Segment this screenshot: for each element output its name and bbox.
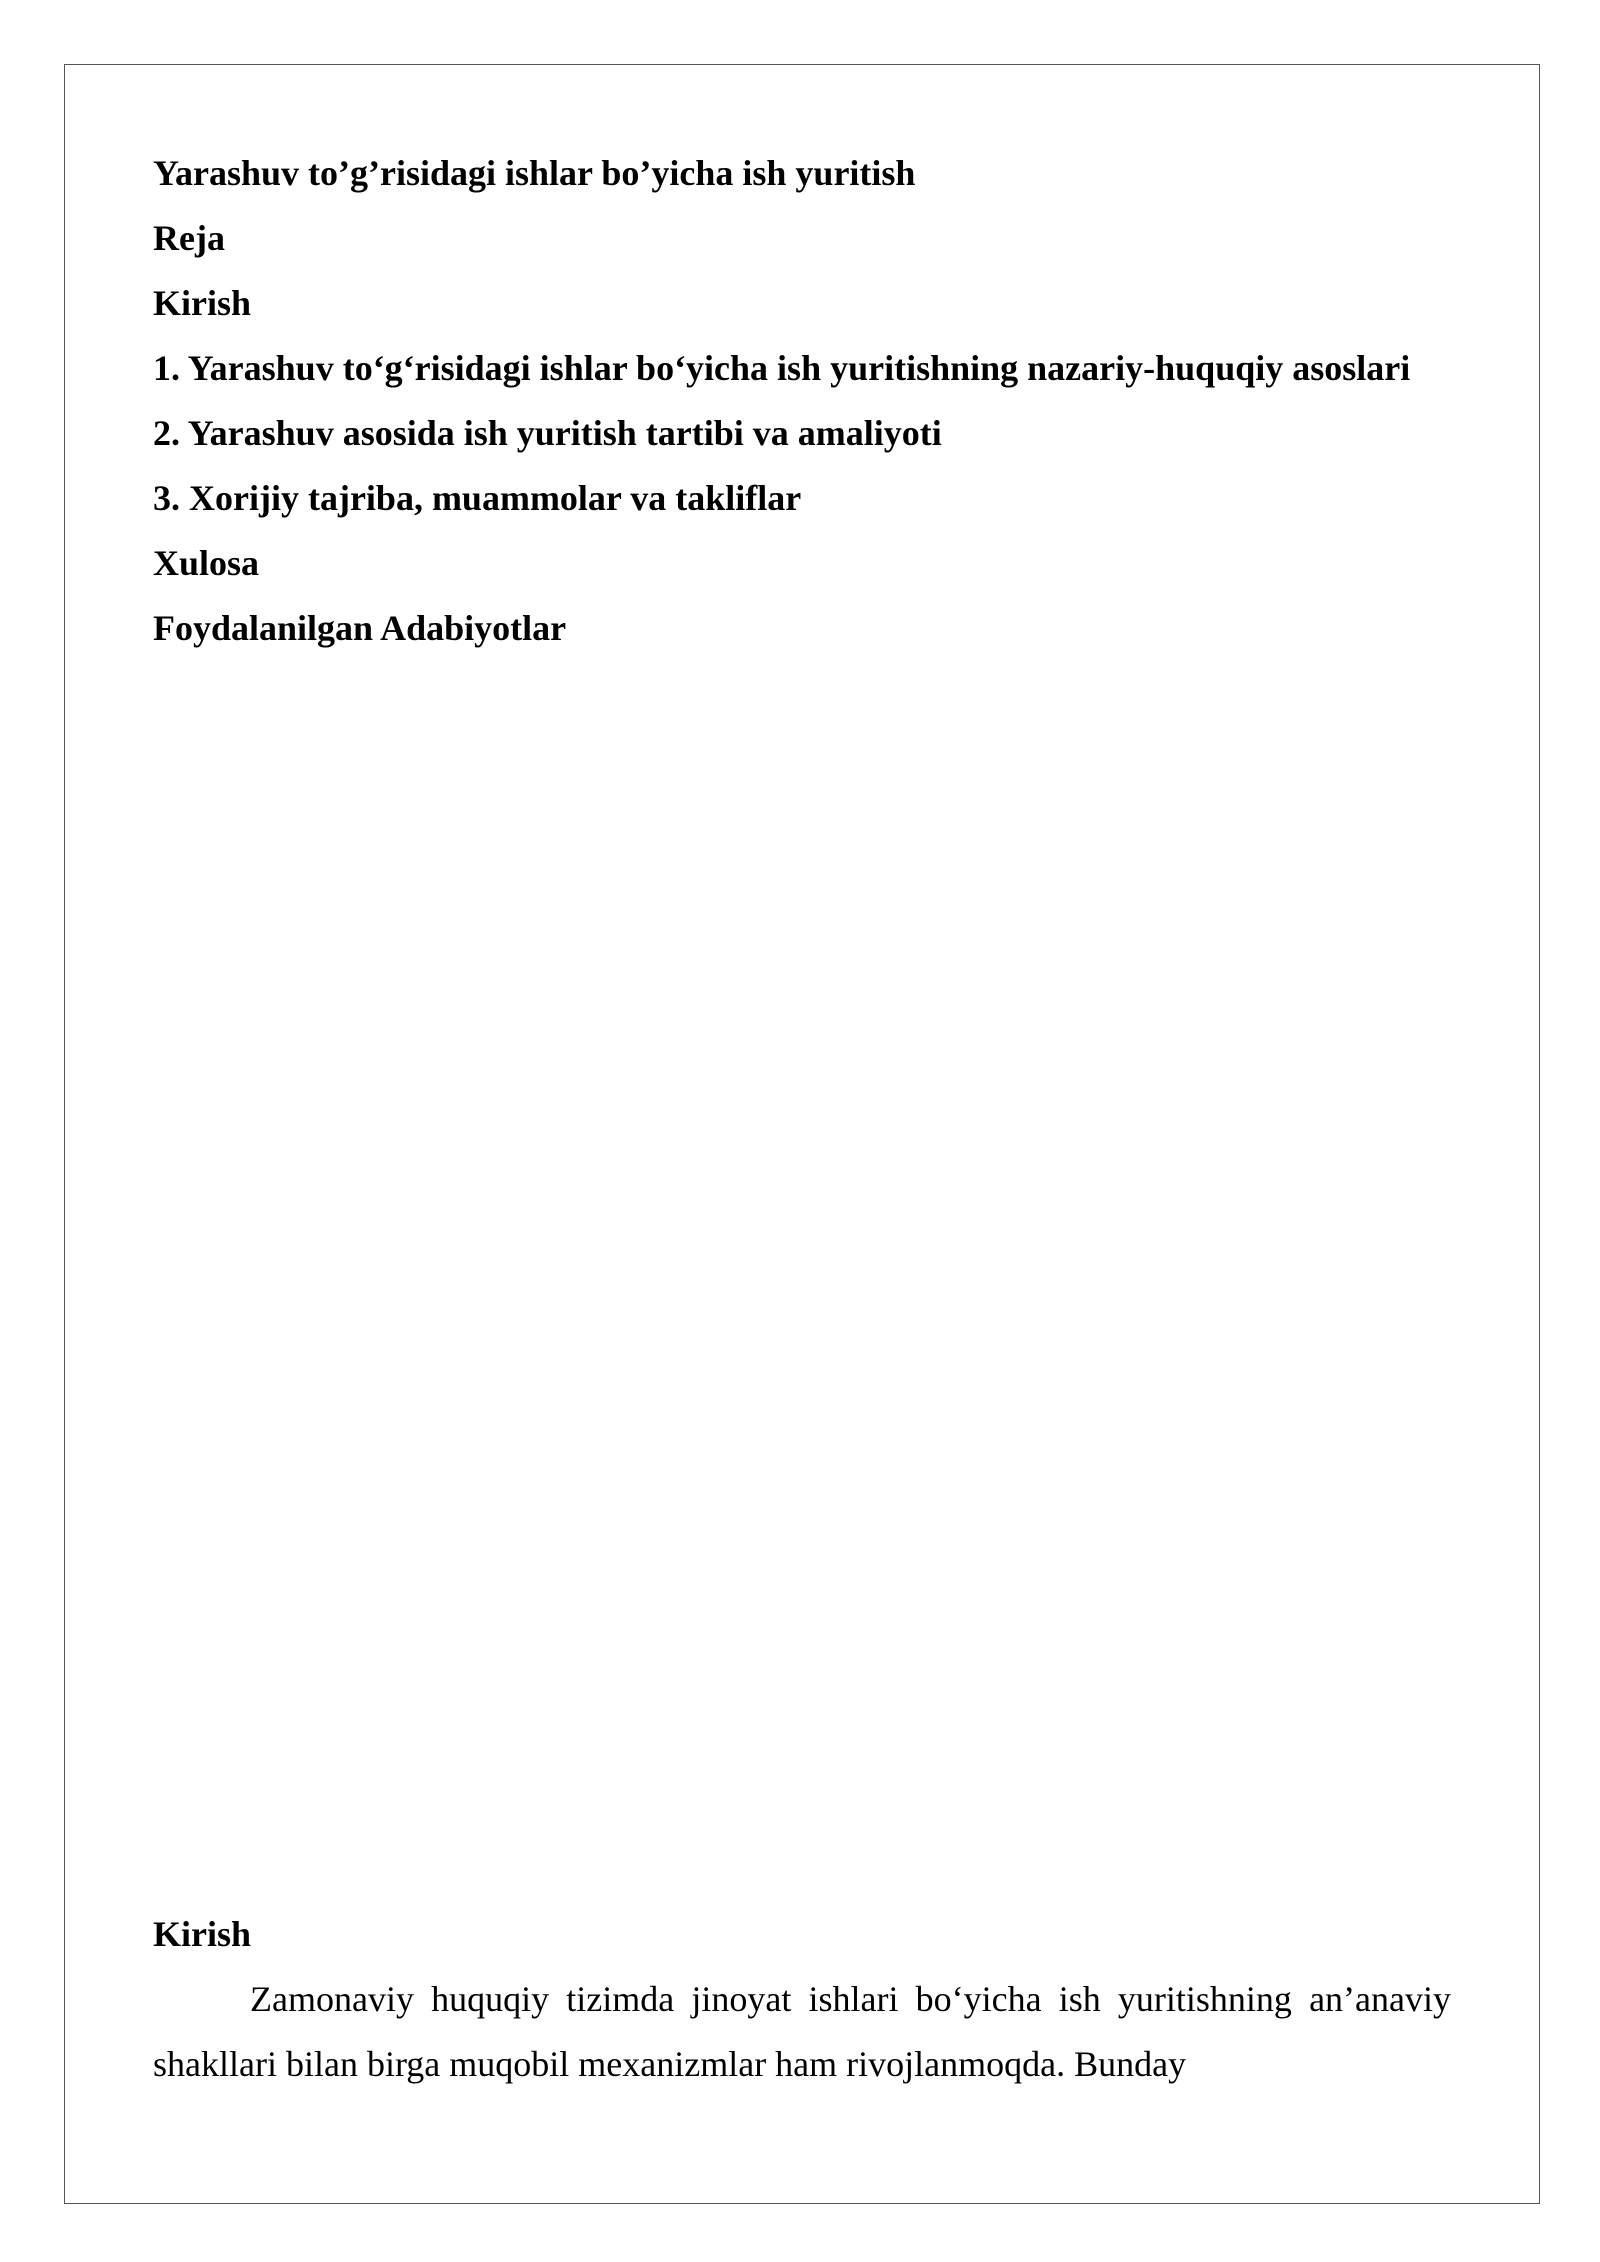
plan-item-conclusion: Xulosa xyxy=(153,543,260,583)
plan-item-references: Foydalanilgan Adabiyotlar xyxy=(153,608,567,648)
plan-item-intro: Kirish xyxy=(153,283,252,323)
plan-block xyxy=(153,141,1451,661)
plan-item-3: 3. Xorijiy tajriba, muammolar va takliflar xyxy=(153,478,802,518)
intro-paragraph: Zamonaviy huquqiy tizimda jinoyat ishlari bo‘yicha ish yuritishning an’anaviy shakllari bilan birga muqobil mexanizmlar ham rivojlanmoqda. Bunday xyxy=(153,1979,1451,2084)
plan-item-1: 1. Yarashuv to‘g‘risidagi ishlar bo‘yicha ish yuritishning nazariy-huquqiy asoslari xyxy=(153,348,1411,388)
document-title: Yarashuv to’g’risidagi ishlar bo’yicha ish yuritish xyxy=(153,153,916,193)
plan-heading: Reja xyxy=(153,218,225,258)
plan-item-2: 2. Yarashuv asosida ish yuritish tartibi va amaliyoti xyxy=(153,413,942,453)
intro-section xyxy=(153,1902,1451,2097)
intro-heading: Kirish xyxy=(153,1914,252,1954)
